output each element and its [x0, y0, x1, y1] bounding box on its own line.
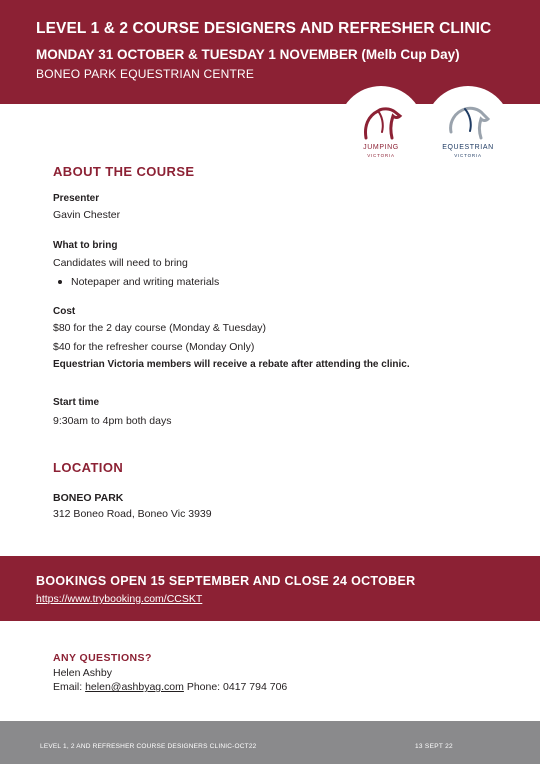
jumping-logo-sub: VICTORIA: [367, 153, 395, 158]
presenter-label: Presenter: [53, 193, 100, 204]
event-venue: BONEO PARK EQUESTRIAN CENTRE: [36, 67, 255, 81]
bullet-icon: [58, 280, 62, 284]
bookings-banner: [0, 556, 540, 621]
footer: [0, 721, 540, 764]
contact-name: Helen Ashby: [53, 667, 112, 679]
bring-text: Candidates will need to bring: [53, 257, 188, 269]
member-rebate-note: Equestrian Victoria members will receive a rebate after attending the clinic.: [53, 359, 410, 370]
cost-refresher: $40 for the refresher course (Monday Only): [53, 341, 255, 353]
start-time-label: Start time: [53, 397, 100, 408]
booking-link[interactable]: https://www.trybooking.com/CCSKT: [36, 593, 203, 605]
equestrian-logo-name: EQUESTRIAN: [442, 144, 494, 151]
horse-head-icon: [338, 86, 424, 172]
jumping-victoria-logo: [338, 86, 424, 172]
presenter-name: Gavin Chester: [53, 209, 121, 221]
location-address: 312 Boneo Road, Boneo Vic 3939: [53, 508, 212, 520]
email-link[interactable]: helen@ashbyag.com: [85, 681, 184, 693]
about-heading: ABOUT THE COURSE: [53, 164, 195, 179]
footer-doc-title: LEVEL 1, 2 AND REFRESHER COURSE DESIGNERS CLINIC-OCT22: [40, 743, 257, 750]
cost-label: Cost: [53, 306, 76, 317]
contact-line: [53, 681, 287, 693]
event-dates: MONDAY 31 OCTOBER & TUESDAY 1 NOVEMBER (Melb Cup Day): [36, 47, 460, 62]
bring-item: [58, 276, 219, 288]
location-heading: LOCATION: [53, 460, 124, 475]
bookings-text: BOOKINGS OPEN 15 SEPTEMBER AND CLOSE 24 OCTOBER: [36, 574, 416, 588]
cost-two-day: $80 for the 2 day course (Monday & Tuesday): [53, 322, 267, 334]
questions-heading: ANY QUESTIONS?: [53, 652, 152, 664]
bring-label: What to bring: [53, 240, 118, 251]
bring-item-text: Notepaper and writing materials: [71, 276, 220, 288]
location-name: BONEO PARK: [53, 492, 124, 504]
equestrian-victoria-logo: [425, 86, 511, 172]
email-label: Email:: [53, 681, 86, 693]
start-time-text: 9:30am to 4pm both days: [53, 415, 172, 427]
horse-head-icon: [425, 86, 511, 172]
page-title: LEVEL 1 & 2 COURSE DESIGNERS AND REFRESHER CLINIC: [36, 20, 492, 37]
jumping-logo-name: JUMPING: [363, 144, 399, 151]
equestrian-logo-sub: VICTORIA: [454, 153, 482, 158]
phone-text: Phone: 0417 794 706: [183, 681, 288, 693]
footer-date: 13 SEPT 22: [415, 743, 453, 750]
